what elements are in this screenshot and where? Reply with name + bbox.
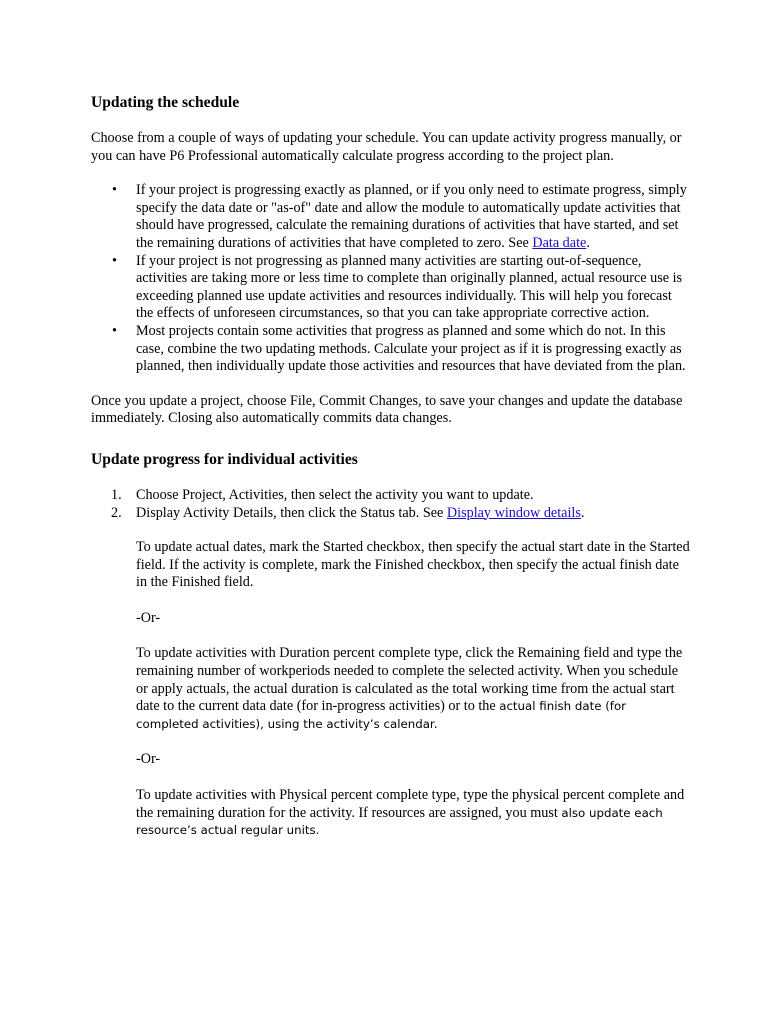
physical-percent-text-end: also update each resource’s actual regular units.: [136, 805, 663, 838]
duration-percent-text-end: actual finish date (for completed activities), using the activity’s calendar.: [136, 699, 627, 731]
bullet-suffix: .: [586, 234, 590, 251]
physical-percent-paragraph: [91, 787, 691, 840]
physical-percent-text: To update activities with Physical percent complete type, type the physical percent complete and the remaining duration for the activity. If resources are assigned, you must: [136, 787, 685, 821]
list-item: [91, 323, 691, 376]
step-number: 2.: [111, 504, 122, 521]
step-text: Choose Project, Activities, then select the activity you want to update.: [136, 486, 534, 503]
bullet-glyph: •: [112, 182, 117, 199]
list-item: [91, 487, 691, 505]
section-heading-update-progress: Update progress for individual activities: [91, 450, 358, 468]
closing-paragraph: Once you update a project, choose File, Commit Changes, to save your changes and update the database immediately. Closing also automatically commits data changes.: [91, 392, 683, 427]
step-suffix: .: [580, 504, 585, 521]
bullet-text: If your project is progressing exactly as planned, or if you only need to estimate progress, simply specify the data date or "as-of" date and allow the module to automatically update activities that should have progressed, calculate the remaining durations of activities that have started, and set the remaining durations of activities that have completed to zero. See: [136, 182, 687, 251]
bullet-text: If your project is not progressing as planned many activities are starting out-of-sequence, activities are taking more or less time to complete than originally planned, actual resource use is exceeding planned use update activities and resources individually. This will help you forecast the effects of unforeseen circumstances, so that you can take appropriate corrective action.: [136, 252, 683, 322]
display-window-details-link[interactable]: Display window details: [446, 504, 581, 521]
bullet-glyph: •: [112, 322, 117, 339]
steps-list: [91, 487, 691, 522]
step-text: Display Activity Details, then click the Status tab. See: [136, 504, 447, 521]
section-heading-updating-schedule: Updating the schedule: [91, 94, 240, 111]
bullet-list: [91, 182, 691, 376]
bullet-text: Most projects contain some activities that progress as planned and some which do not. In this case, combine the two updating methods. Calculate your project as if it is progressing exactly as planned, then individually update those activities and resources that have deviated from the plan.: [136, 322, 686, 375]
duration-percent-text: To update activities with Duration percent complete type, click the Remaining field and type the remaining number of workperiods needed to complete the selected activity. When you schedule or apply actuals, the actual duration is calculated as the total working time from the actual start date to the current data date (for in-progress activities) or to the: [136, 645, 683, 715]
or-separator: -Or-: [136, 751, 161, 768]
bullet-glyph: •: [112, 252, 117, 269]
document-page: [91, 93, 691, 840]
duration-percent-paragraph: [91, 645, 691, 733]
data-date-link[interactable]: Data date: [532, 234, 587, 251]
list-item: [91, 182, 691, 252]
intro-paragraph: Choose from a couple of ways of updating your schedule. You can update activity progress manually, or you can have P6 Professional automatically calculate progress according to the project plan.: [91, 130, 682, 164]
step-number: 1.: [111, 486, 122, 503]
actual-dates-paragraph: To update actual dates, mark the Started checkbox, then specify the actual start date in the Started field. If the activity is complete, mark the Finished checkbox, then specify the actual finish date in the Finished field.: [136, 539, 690, 591]
list-item: [91, 253, 691, 323]
list-item: [91, 505, 691, 523]
or-separator: -Or-: [136, 609, 161, 626]
